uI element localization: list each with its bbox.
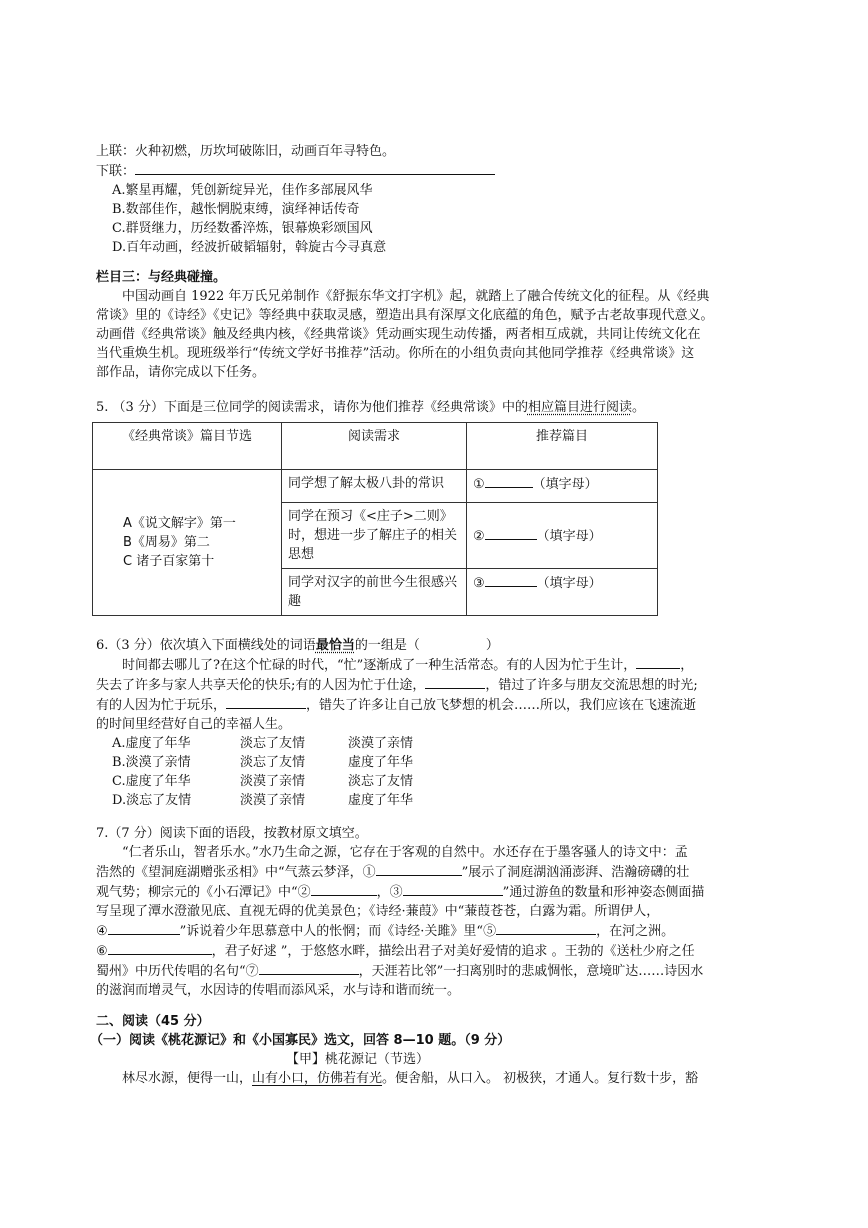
q7-passage-line xyxy=(96,921,776,941)
couplet-option: C.群贤继力，历经数番淬炼，银幕焕彩颂国风 xyxy=(112,221,373,236)
q6-text: ，错过了许多与朋友交流思想的时光; xyxy=(485,678,698,693)
q7-text: ，天涯若比邻”一扫离别时的悲戚惆怅，意境旷达……诗因水 xyxy=(358,964,704,979)
q7-text: ，君子好逑 ”，于悠悠水畔，描绘出君子对美好爱情的追求 。王勃的《送杜少府之任 xyxy=(211,944,695,959)
column3-heading: 栏目三：与经典碰撞。 xyxy=(96,270,227,285)
subsection-heading: （一）阅读《桃花源记》和《小国寡民》选文，回答 8—10 题。（9 分） xyxy=(90,1033,511,1048)
passage-underlined-text: 山有小口，仿佛若有光 xyxy=(252,1071,383,1086)
passage-line xyxy=(96,1069,776,1088)
column3-paragraph-line: 当代重焕生机。现班级举行“传统文学好书推荐”活动。你所在的小组负责向其他同学推荐《经典常谈》这 xyxy=(96,346,695,361)
q6-prompt xyxy=(96,636,776,655)
couplet-lower xyxy=(96,161,776,181)
q6-text: ， xyxy=(680,658,694,673)
couplet-upper: 上联：火种初燃，历坎坷破陈旧，动画百年寻特色。 xyxy=(96,144,396,159)
q7-prompt: 7.（7 分）阅读下面的语段，按教材原文填空。 xyxy=(96,826,368,841)
q6-option xyxy=(96,753,776,772)
table-header: 《经典常谈》篇目节选 xyxy=(93,423,282,470)
q6-option-word: B.淡漠了亲情 xyxy=(112,755,191,770)
q7-blank-2[interactable] xyxy=(311,882,377,896)
reading-block xyxy=(90,1012,776,1088)
q6-option xyxy=(96,772,776,791)
answer-hint: （填字母） xyxy=(536,576,602,591)
table-header-row xyxy=(93,423,658,470)
table-header: 阅读需求 xyxy=(282,423,467,470)
q5-prompt-emphasis: 相应篇目进行阅读 xyxy=(527,400,632,415)
q6-block xyxy=(96,636,776,810)
q7-text: ，在河之洲。 xyxy=(596,924,675,939)
q7-text: ”通过游鱼的数量和形神姿态侧面描 xyxy=(502,885,705,900)
answer-hint: （填字母） xyxy=(532,477,598,492)
couplet-answer-blank[interactable] xyxy=(135,161,495,175)
passage-text: 。便舍船，从口入。 初极狭，才通人。复行数十步，豁 xyxy=(382,1071,699,1086)
q6-text: 失去了许多与家人共享天伦的快乐;有的人因为忙于仕途， xyxy=(96,678,426,693)
column3-paragraph-line: 常谈》里的《诗经》《史记》等经典中获取灵感，塑造出具有深厚文化底蕴的角色，赋予古老故事现代意义。 xyxy=(96,308,714,323)
q6-option xyxy=(96,791,776,810)
q6-prompt-text-2: 的一组是（ xyxy=(354,638,420,653)
q6-prompt-emphasis: 最恰当 xyxy=(315,638,355,653)
recommend-cell xyxy=(467,470,658,503)
q7-blank-7[interactable] xyxy=(259,961,359,975)
column3-paragraph-line: 动画借《经典常谈》触及经典内核，《经典常谈》凭动画实现生动传播，两者相互成就，共同让传统文化在 xyxy=(96,327,701,342)
q7-blank-6[interactable] xyxy=(108,941,212,955)
couplet-block xyxy=(96,142,776,257)
q6-option-word: C.虚度了年华 xyxy=(112,774,191,789)
q7-blank-1[interactable] xyxy=(376,862,462,876)
couplet-option: D.百年动画，经波折破韬辐射，斡旋古今寻真意 xyxy=(112,240,387,255)
q6-option-word: D.淡忘了友情 xyxy=(112,793,192,808)
q6-passage-line xyxy=(96,655,776,675)
answer-number: ③ xyxy=(473,576,485,591)
q5-prompt xyxy=(96,398,776,417)
q6-blank-3[interactable] xyxy=(226,695,306,709)
answer-blank[interactable] xyxy=(485,526,537,540)
q7-text: ④ xyxy=(96,924,108,939)
recommend-cell xyxy=(467,569,658,616)
answer-blank[interactable] xyxy=(485,573,537,587)
passage-text: 林尽水源，便得一山， xyxy=(122,1071,253,1086)
q6-option-word: 淡忘了友情 xyxy=(240,736,306,751)
reading-need: 同学对汉字的前世今生很感兴趣 xyxy=(282,569,467,616)
q6-passage-line xyxy=(96,675,776,695)
q7-passage-line xyxy=(96,882,776,902)
column3-paragraph-line: 中国动画自 1922 年万氏兄弟制作《舒振东华文打字机》起，就踏上了融合传统文化的征程。从《经典 xyxy=(122,289,710,304)
q6-passage-line: 的时间里经营好自己的幸福人生。 xyxy=(96,717,292,732)
table-header: 推荐篇目 xyxy=(467,423,658,470)
answer-number: ② xyxy=(473,528,485,544)
q6-option-word: 淡漠了亲情 xyxy=(240,793,306,808)
column3-block xyxy=(96,268,776,382)
reading-need: 同学想了解太极八卦的常识 xyxy=(282,470,467,503)
q6-option xyxy=(96,734,776,753)
q7-blank-4[interactable] xyxy=(108,921,180,935)
couplet-option: B.数部佳作，越怅惘脱束缚，演绎神话传奇 xyxy=(112,202,360,217)
q6-option-word: 虚度了年华 xyxy=(348,755,414,770)
column3-paragraph-line: 部作品，请你完成以下任务。 xyxy=(96,365,266,380)
chapter-item: C 诸子百家第十 xyxy=(123,554,215,569)
answer-number: ① xyxy=(473,477,485,492)
q6-blank-2[interactable] xyxy=(425,675,485,689)
q6-text: 时间都去哪儿了?在这个忙碌的时代，“忙”逐渐成了一种生活常态。有的人因为忙于生计， xyxy=(122,658,637,673)
q7-passage-line: 的滋润而增灵气，水因诗的传唱而添风采，水与诗和谐而统一。 xyxy=(96,983,461,998)
q6-option-word: 淡忘了友情 xyxy=(348,774,414,789)
recommend-cell xyxy=(467,503,658,569)
q6-text: 有的人因为忙于玩乐， xyxy=(96,698,227,713)
reading-need: 同学在预习《<庄子>二则》时，想进一步了解庄子的相关思想 xyxy=(282,503,467,569)
q6-prompt-close: ） xyxy=(485,638,499,653)
q6-prompt-text: 6.（3 分）依次填入下面横线处的词语 xyxy=(96,638,316,653)
q7-text: 蜀州》中历代传唱的名句“⑦ xyxy=(96,964,259,979)
q6-option-word: 虚度了年华 xyxy=(348,793,414,808)
q7-blank-5[interactable] xyxy=(496,921,596,935)
couplet-lower-label: 下联： xyxy=(96,164,136,179)
q7-text: ”诉说着少年思慕意中人的怅惘；而《诗经·关雎》里“⑤ xyxy=(179,924,497,939)
table-row xyxy=(93,470,658,503)
q7-text: ，③ xyxy=(376,885,403,900)
section-heading: 二、阅读（45 分） xyxy=(96,1014,210,1029)
q7-text: 观气势；柳宗元的《小石潭记》中“② xyxy=(96,885,311,900)
q6-option-word: 淡漠了亲情 xyxy=(348,736,414,751)
q6-text: ，错失了许多让自己放飞梦想的机会……所以，我们应该在飞速流逝 xyxy=(306,698,697,713)
q7-passage-line: “仁者乐山，智者乐水。”水乃生命之源，它存在于客观的自然中。水还存在于墨客骚人的诗文中：孟 xyxy=(122,845,688,860)
recommend-table xyxy=(92,422,658,616)
q7-passage-line xyxy=(96,862,776,882)
q7-blank-3[interactable] xyxy=(403,882,503,896)
q6-blank-1[interactable] xyxy=(636,655,680,669)
q7-passage-line xyxy=(96,941,776,961)
q7-block xyxy=(96,824,776,1000)
chapter-item: A《说文解字》第一 xyxy=(123,516,236,531)
q5-prompt-end: 。 xyxy=(631,400,645,415)
couplet-option: A.繁星再耀，凭创新绽异光，佳作多部展风华 xyxy=(112,183,373,198)
answer-hint: （填字母） xyxy=(536,528,602,544)
chapter-item: B《周易》第二 xyxy=(123,535,210,550)
q6-option-word: 淡漠了亲情 xyxy=(240,774,306,789)
q7-text: 浩然的《望洞庭湖赠张丞相》中“气蒸云梦泽，① xyxy=(96,865,376,880)
q7-passage-line xyxy=(96,961,776,981)
q7-passage-line: 写呈现了潭水澄澈见底、直视无碍的优美景色；《诗经·蒹葭》中“蒹葭苍苍，白露为霜。所谓伊人， xyxy=(96,904,660,919)
passage-title: 【甲】桃花源记（节选） xyxy=(286,1052,430,1067)
q6-passage-line xyxy=(96,695,776,715)
chapter-list xyxy=(93,470,282,616)
answer-blank[interactable] xyxy=(485,474,533,488)
q7-text: ”展示了洞庭湖汹涌澎湃、浩瀚磅礴的壮 xyxy=(461,865,690,880)
q6-option-word: 淡忘了友情 xyxy=(240,755,306,770)
q5-prompt-text: 5. （3 分）下面是三位同学的阅读需求，请你为他们推荐《经典常谈》中的 xyxy=(96,400,528,415)
q7-text: ⑥ xyxy=(96,944,108,959)
q6-option-word: A.虚度了年华 xyxy=(112,736,191,751)
